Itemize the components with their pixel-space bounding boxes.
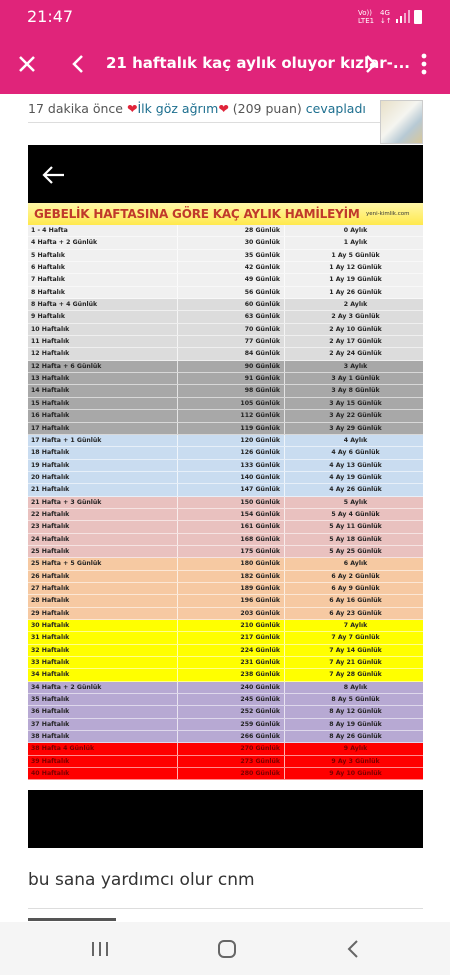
month-cell: 4 Aylık xyxy=(343,436,368,444)
table-row xyxy=(28,509,423,521)
table-row xyxy=(28,324,423,336)
table-row xyxy=(28,521,423,533)
week-cell: 5 Haftalık xyxy=(28,250,178,261)
week-cell: 8 Haftalık xyxy=(28,287,178,298)
day-cell: 280 Günlük xyxy=(178,768,285,779)
day-cell: 120 Günlük xyxy=(178,435,285,446)
month-cell: 4 Ay 26 Günlük xyxy=(329,486,382,494)
home-icon[interactable] xyxy=(212,936,242,962)
month-cell: 7 Aylık xyxy=(343,622,368,629)
status-bar xyxy=(0,0,450,34)
divider xyxy=(28,122,380,123)
table-row xyxy=(28,410,423,422)
table-row xyxy=(28,262,423,274)
month-cell: 5 Aylık xyxy=(343,498,368,506)
table-row xyxy=(28,373,423,385)
table-row xyxy=(28,472,423,484)
month-cell: 6 Ay 2 Günlük xyxy=(331,572,380,580)
table-row xyxy=(28,336,423,348)
week-cell: 10 Haftalık xyxy=(28,324,178,335)
day-cell: 168 Günlük xyxy=(178,534,285,545)
carrier-indicator xyxy=(358,9,374,25)
network-type: 4G xyxy=(380,9,390,17)
week-cell: 6 Haftalık xyxy=(28,262,178,273)
table-row xyxy=(28,620,423,632)
month-cell: 5 Ay 18 Günlük xyxy=(329,535,382,543)
month-cell: 9 Ay 10 Günlük xyxy=(329,770,382,778)
week-cell: 30 Haftalık xyxy=(28,620,178,631)
table-row xyxy=(28,657,423,669)
month-cell: 6 Ay 23 Günlük xyxy=(329,609,382,617)
table-row xyxy=(28,435,423,447)
week-cell: 36 Haftalık xyxy=(28,706,178,717)
day-cell: 70 Günlük xyxy=(178,324,285,335)
week-cell: 32 Haftalık xyxy=(28,645,178,656)
month-cell: 1 Ay 26 Günlük xyxy=(329,288,382,296)
week-cell: 37 Haftalık xyxy=(28,719,178,730)
week-cell: 15 Haftalık xyxy=(28,398,178,409)
day-cell: 224 Günlük xyxy=(178,645,285,656)
day-cell: 180 Günlük xyxy=(178,558,285,569)
divider xyxy=(28,908,423,909)
answer-meta xyxy=(28,101,366,116)
month-cell: 6 Ay 16 Günlük xyxy=(329,597,382,605)
day-cell: 150 Günlük xyxy=(178,497,285,508)
month-cell: 5 Ay 11 Günlük xyxy=(329,523,382,531)
back-icon[interactable] xyxy=(338,936,368,962)
close-icon[interactable] xyxy=(11,48,43,80)
carrier-top: Vo)) xyxy=(358,9,372,17)
week-cell: 40 Haftalık xyxy=(28,768,178,779)
table-row xyxy=(28,645,423,657)
table-row xyxy=(28,743,423,755)
week-cell: 25 Hafta + 5 Günlük xyxy=(28,558,178,569)
battery-icon xyxy=(414,10,422,24)
table-row xyxy=(28,546,423,558)
week-cell: 24 Haftalık xyxy=(28,534,178,545)
day-cell: 126 Günlük xyxy=(178,447,285,458)
day-cell: 84 Günlük xyxy=(178,348,285,359)
table-row xyxy=(28,398,423,410)
table-row xyxy=(28,632,423,644)
day-cell: 63 Günlük xyxy=(178,311,285,322)
table-row xyxy=(28,497,423,509)
week-cell: 8 Hafta + 4 Günlük xyxy=(28,299,178,310)
month-cell: 4 Ay 13 Günlük xyxy=(329,461,382,469)
table-row xyxy=(28,608,423,620)
week-cell: 26 Haftalık xyxy=(28,571,178,582)
table-row xyxy=(28,595,423,607)
month-cell: 3 Ay 8 Günlük xyxy=(331,387,380,395)
table-row xyxy=(28,534,423,546)
day-cell: 105 Günlük xyxy=(178,398,285,409)
day-cell: 196 Günlük xyxy=(178,595,285,606)
day-cell: 60 Günlük xyxy=(178,299,285,310)
week-cell: 38 Hafta 4 Günlük xyxy=(28,743,178,754)
avatar[interactable] xyxy=(380,100,423,144)
week-cell: 17 Haftalık xyxy=(28,423,178,434)
table-row xyxy=(28,299,423,311)
heart-icon: ❤ xyxy=(218,101,229,116)
month-cell: 0 Aylık xyxy=(343,227,368,234)
table-title: GEBELİK HAFTASINA GÖRE KAÇ AYLIK HAMİLEYİM xyxy=(34,207,360,221)
month-cell: 5 Ay 25 Günlük xyxy=(329,547,382,555)
week-cell: 27 Haftalık xyxy=(28,583,178,594)
month-cell: 2 Ay 17 Günlük xyxy=(329,338,382,346)
table-row xyxy=(28,274,423,286)
week-cell: 38 Haftalık xyxy=(28,731,178,742)
day-cell: 91 Günlük xyxy=(178,373,285,384)
week-cell: 25 Haftalık xyxy=(28,546,178,557)
week-cell: 22 Haftalık xyxy=(28,509,178,520)
month-cell: 2 Aylık xyxy=(343,301,368,309)
day-cell: 35 Günlük xyxy=(178,250,285,261)
pregnancy-table xyxy=(28,203,423,790)
table-row xyxy=(28,423,423,435)
table-rows xyxy=(28,225,423,780)
app-bar xyxy=(0,34,450,94)
week-cell: 9 Haftalık xyxy=(28,311,178,322)
user-name-link[interactable]: İlk göz ağrım xyxy=(137,101,219,116)
table-row xyxy=(28,768,423,780)
day-cell: 42 Günlük xyxy=(178,262,285,273)
day-cell: 119 Günlük xyxy=(178,423,285,434)
arrow-left-icon xyxy=(42,165,66,185)
day-cell: 270 Günlük xyxy=(178,743,285,754)
table-row xyxy=(28,669,423,681)
answered-label: cevapladı xyxy=(305,101,366,116)
day-cell: 238 Günlük xyxy=(178,669,285,680)
month-cell: 2 Ay 24 Günlük xyxy=(329,350,382,358)
table-row xyxy=(28,558,423,570)
week-cell: 35 Haftalık xyxy=(28,694,178,705)
table-row xyxy=(28,694,423,706)
table-row xyxy=(28,385,423,397)
week-cell: 34 Hafta + 2 Günlük xyxy=(28,682,178,693)
table-row xyxy=(28,706,423,718)
table-row xyxy=(28,225,423,237)
day-cell: 140 Günlük xyxy=(178,472,285,483)
day-cell: 98 Günlük xyxy=(178,385,285,396)
day-cell: 182 Günlük xyxy=(178,571,285,582)
month-cell: 4 Ay 6 Günlük xyxy=(331,449,380,457)
day-cell: 259 Günlük xyxy=(178,719,285,730)
answer-image[interactable] xyxy=(28,145,423,848)
table-row xyxy=(28,287,423,299)
time-ago: 17 dakika önce xyxy=(28,101,127,116)
table-row xyxy=(28,361,423,373)
table-row xyxy=(28,311,423,323)
day-cell: 30 Günlük xyxy=(178,237,285,248)
week-cell: 16 Haftalık xyxy=(28,410,178,421)
week-cell: 21 Haftalık xyxy=(28,484,178,495)
month-cell: 1 Aylık xyxy=(343,239,368,247)
day-cell: 112 Günlük xyxy=(178,410,285,421)
week-cell: 7 Haftalık xyxy=(28,274,178,285)
month-cell: 3 Ay 1 Günlük xyxy=(331,375,380,383)
table-row xyxy=(28,583,423,595)
table-row xyxy=(28,719,423,731)
month-cell: 3 Ay 29 Günlük xyxy=(329,424,382,432)
month-cell: 8 Ay 19 Günlük xyxy=(329,720,382,728)
month-cell: 7 Ay 14 Günlük xyxy=(329,646,382,654)
table-row xyxy=(28,250,423,262)
week-cell: 18 Haftalık xyxy=(28,447,178,458)
status-time: 21:47 xyxy=(27,7,74,26)
month-cell: 7 Ay 21 Günlük xyxy=(329,659,382,667)
week-cell: 34 Haftalık xyxy=(28,669,178,680)
day-cell: 161 Günlük xyxy=(178,521,285,532)
carrier-bottom: LTE1 xyxy=(358,17,375,25)
week-cell: 20 Haftalık xyxy=(28,472,178,483)
week-cell: 21 Hafta + 3 Günlük xyxy=(28,497,178,508)
month-cell: 3 Ay 15 Günlük xyxy=(329,399,382,407)
week-cell: 19 Haftalık xyxy=(28,460,178,471)
day-cell: 175 Günlük xyxy=(178,546,285,557)
answer-text: bu sana yardımcı olur cnm xyxy=(28,870,255,890)
table-site: yeni-kimlik.com xyxy=(366,211,410,217)
month-cell: 1 Ay 12 Günlük xyxy=(329,264,382,272)
month-cell: 6 Ay 9 Günlük xyxy=(331,584,380,592)
day-cell: 273 Günlük xyxy=(178,756,285,767)
month-cell: 6 Aylık xyxy=(343,560,368,568)
user-points: (209 puan) xyxy=(228,101,306,116)
day-cell: 210 Günlük xyxy=(178,620,285,631)
day-cell: 240 Günlük xyxy=(178,682,285,693)
month-cell: 9 Aylık xyxy=(343,745,368,753)
signal-icon xyxy=(396,10,410,23)
day-cell: 154 Günlük xyxy=(178,509,285,520)
week-cell: 12 Hafta + 6 Günlük xyxy=(28,361,178,372)
table-row xyxy=(28,348,423,360)
month-cell: 2 Ay 10 Günlük xyxy=(329,325,382,333)
week-cell: 28 Haftalık xyxy=(28,595,178,606)
tab-indicator xyxy=(28,918,116,921)
week-cell: 29 Haftalık xyxy=(28,608,178,619)
heart-icon: ❤ xyxy=(126,101,138,116)
page-title: 21 haftalık kaç aylık oluyor kızlar-... xyxy=(106,54,410,72)
month-cell: 4 Ay 19 Günlük xyxy=(329,473,382,481)
month-cell: 7 Ay 28 Günlük xyxy=(329,671,382,679)
month-cell: 7 Ay 7 Günlük xyxy=(331,634,380,642)
week-cell: 13 Haftalık xyxy=(28,373,178,384)
table-row xyxy=(28,731,423,743)
week-cell: 11 Haftalık xyxy=(28,336,178,347)
day-cell: 252 Günlük xyxy=(178,706,285,717)
month-cell: 3 Ay 22 Günlük xyxy=(329,412,382,420)
week-cell: 23 Haftalık xyxy=(28,521,178,532)
nav-bar xyxy=(0,922,450,975)
table-row xyxy=(28,756,423,768)
day-cell: 189 Günlük xyxy=(178,583,285,594)
month-cell: 8 Ay 12 Günlük xyxy=(329,708,382,716)
week-cell: 1 - 4 Hafta xyxy=(28,225,178,236)
table-row xyxy=(28,447,423,459)
day-cell: 133 Günlük xyxy=(178,460,285,471)
day-cell: 266 Günlük xyxy=(178,731,285,742)
week-cell: 4 Hafta + 2 Günlük xyxy=(28,237,178,248)
chevron-left-icon[interactable] xyxy=(62,48,94,80)
network-indicator xyxy=(380,9,392,25)
table-row xyxy=(28,460,423,472)
day-cell: 203 Günlük xyxy=(178,608,285,619)
chevron-right-icon[interactable] xyxy=(355,48,387,80)
day-cell: 245 Günlük xyxy=(178,694,285,705)
week-cell: 12 Haftalık xyxy=(28,348,178,359)
month-cell: 8 Ay 5 Günlük xyxy=(331,696,380,704)
week-cell: 33 Haftalık xyxy=(28,657,178,668)
day-cell: 147 Günlük xyxy=(178,484,285,495)
table-row xyxy=(28,571,423,583)
week-cell: 14 Haftalık xyxy=(28,385,178,396)
week-cell: 39 Haftalık xyxy=(28,756,178,767)
day-cell: 217 Günlük xyxy=(178,632,285,643)
more-vert-icon[interactable] xyxy=(408,48,440,80)
network-activity: ↓↑ xyxy=(380,17,392,25)
week-cell: 31 Haftalık xyxy=(28,632,178,643)
recents-icon[interactable] xyxy=(85,936,115,962)
week-cell: 17 Hafta + 1 Günlük xyxy=(28,435,178,446)
month-cell: 2 Ay 3 Günlük xyxy=(331,313,380,321)
table-row xyxy=(28,484,423,496)
table-row xyxy=(28,237,423,249)
month-cell: 1 Ay 19 Günlük xyxy=(329,276,382,284)
day-cell: 56 Günlük xyxy=(178,287,285,298)
month-cell: 9 Ay 3 Günlük xyxy=(331,757,380,765)
table-row xyxy=(28,682,423,694)
day-cell: 77 Günlük xyxy=(178,336,285,347)
day-cell: 28 Günlük xyxy=(178,225,285,236)
month-cell: 5 Ay 4 Günlük xyxy=(331,510,380,518)
day-cell: 90 Günlük xyxy=(178,361,285,372)
month-cell: 3 Aylık xyxy=(343,362,368,370)
day-cell: 49 Günlük xyxy=(178,274,285,285)
month-cell: 8 Ay 26 Günlük xyxy=(329,733,382,741)
month-cell: 8 Aylık xyxy=(343,683,368,691)
day-cell: 231 Günlük xyxy=(178,657,285,668)
month-cell: 1 Ay 5 Günlük xyxy=(331,251,380,259)
